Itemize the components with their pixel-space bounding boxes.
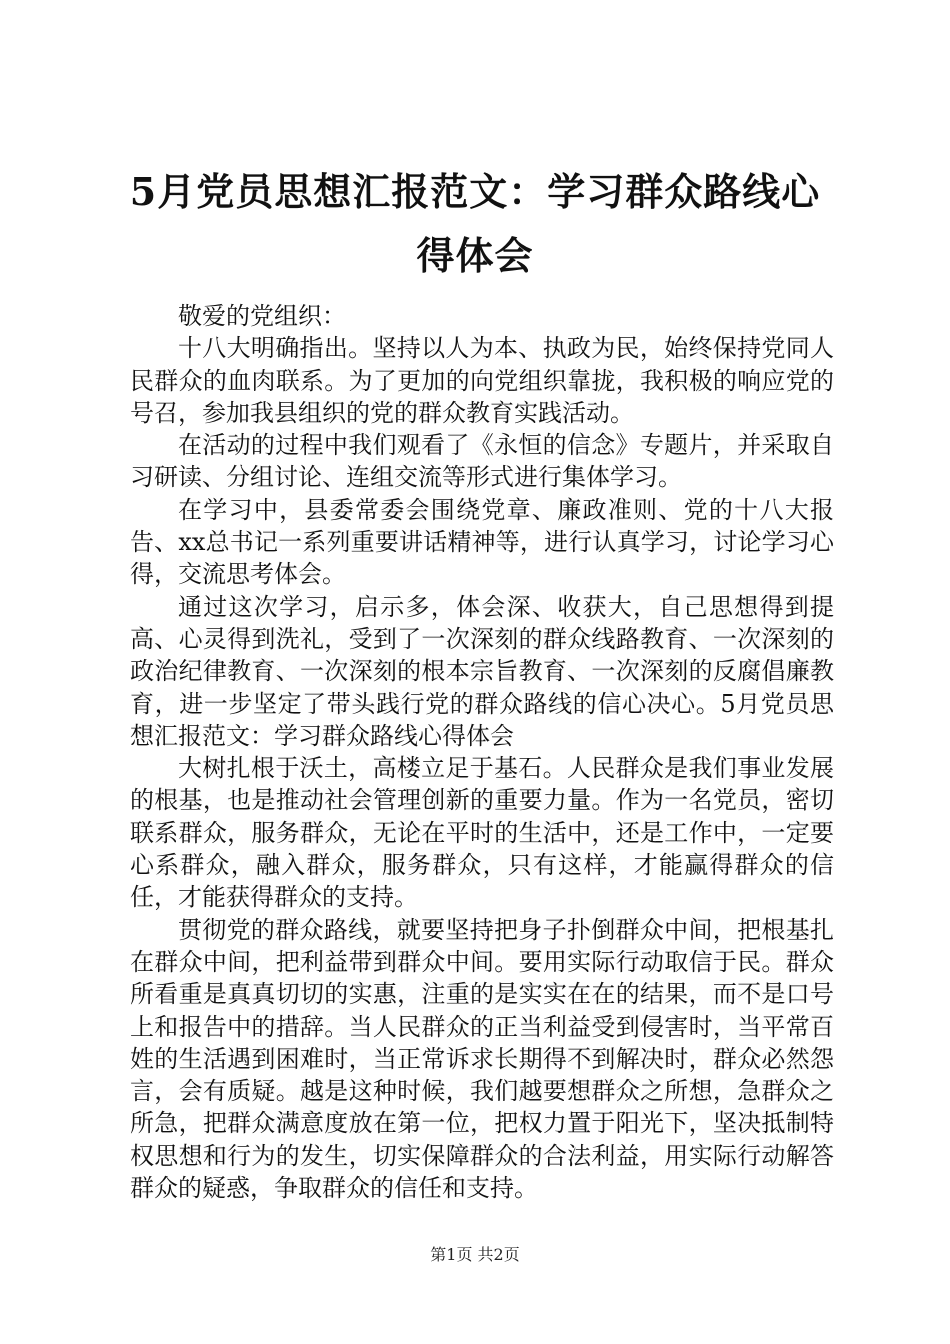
paragraph: 在活动的过程中我们观看了《永恒的信念》专题片，并采取自习研读、分组讨论、连组交流等形式进行集体学习。 xyxy=(130,431,834,492)
paragraph: 在学习中，县委常委会围绕党章、廉政准则、党的十八大报告、xx总书记一系列重要讲话精神等，进行认真学习，讨论学习心得，交流思考体会。 xyxy=(130,495,834,589)
page-number-footer: 第1页 共2页 xyxy=(430,1245,520,1264)
document-title: 5月党员思想汇报范文：学习群众路线心得体会 xyxy=(129,169,821,278)
paragraph: 贯彻党的群众路线，就要坚持把身子扑倒群众中间，把根基扎在群众中间，把利益带到群众中间。要用实际行动取信于民。群众所看重是真真切切的实惠，注重的是实实在在的结果，而不是口号上和报告中的措辞。当人民群众的正当利益受到侵害时，当平常百姓的生活遇到困难时，当正常诉求长期得不到解决时，群众必然怨言，会有质疑。越是这种时候，我们越要想群众之所想，急群众之所急，把群众满意度放在第一位，把权力置于阳光下，坚决抵制特权思想和行为的发生，切实保障群众的合法利益，用实际行动解答群众的疑惑，争取群众的信任和支持。 xyxy=(130,915,834,1203)
paragraph: 通过这次学习，启示多，体会深、收获大，自己思想得到提高、心灵得到洗礼，受到了一次深刻的群众线路教育、一次深刻的政治纪律教育、一次深刻的根本宗旨教育、一次深刻的反腐倡廉教育，进一步坚定了带头践行党的群众路线的信心决心。5月党员思想汇报范文：学习群众路线心得体会 xyxy=(130,592,834,750)
paragraph: 十八大明确指出。坚持以人为本、执政为民，始终保持党同人民群众的血肉联系。为了更加的向党组织靠拢，我积极的响应党的号召，参加我县组织的党的群众教育实践活动。 xyxy=(130,334,834,427)
salutation: 敬爱的党组织： xyxy=(178,302,346,330)
document-body xyxy=(130,300,834,1204)
paragraph: 大树扎根于沃土，高楼立足于基石。人民群众是我们事业发展的根基，也是推动社会管理创新的重要力量。作为一名党员，密切联系群众，服务群众，无论在平时的生活中，还是工作中，一定要心系群众，融入群众，服务群众，只有这样，才能赢得群众的信任，才能获得群众的支持。 xyxy=(130,754,834,912)
